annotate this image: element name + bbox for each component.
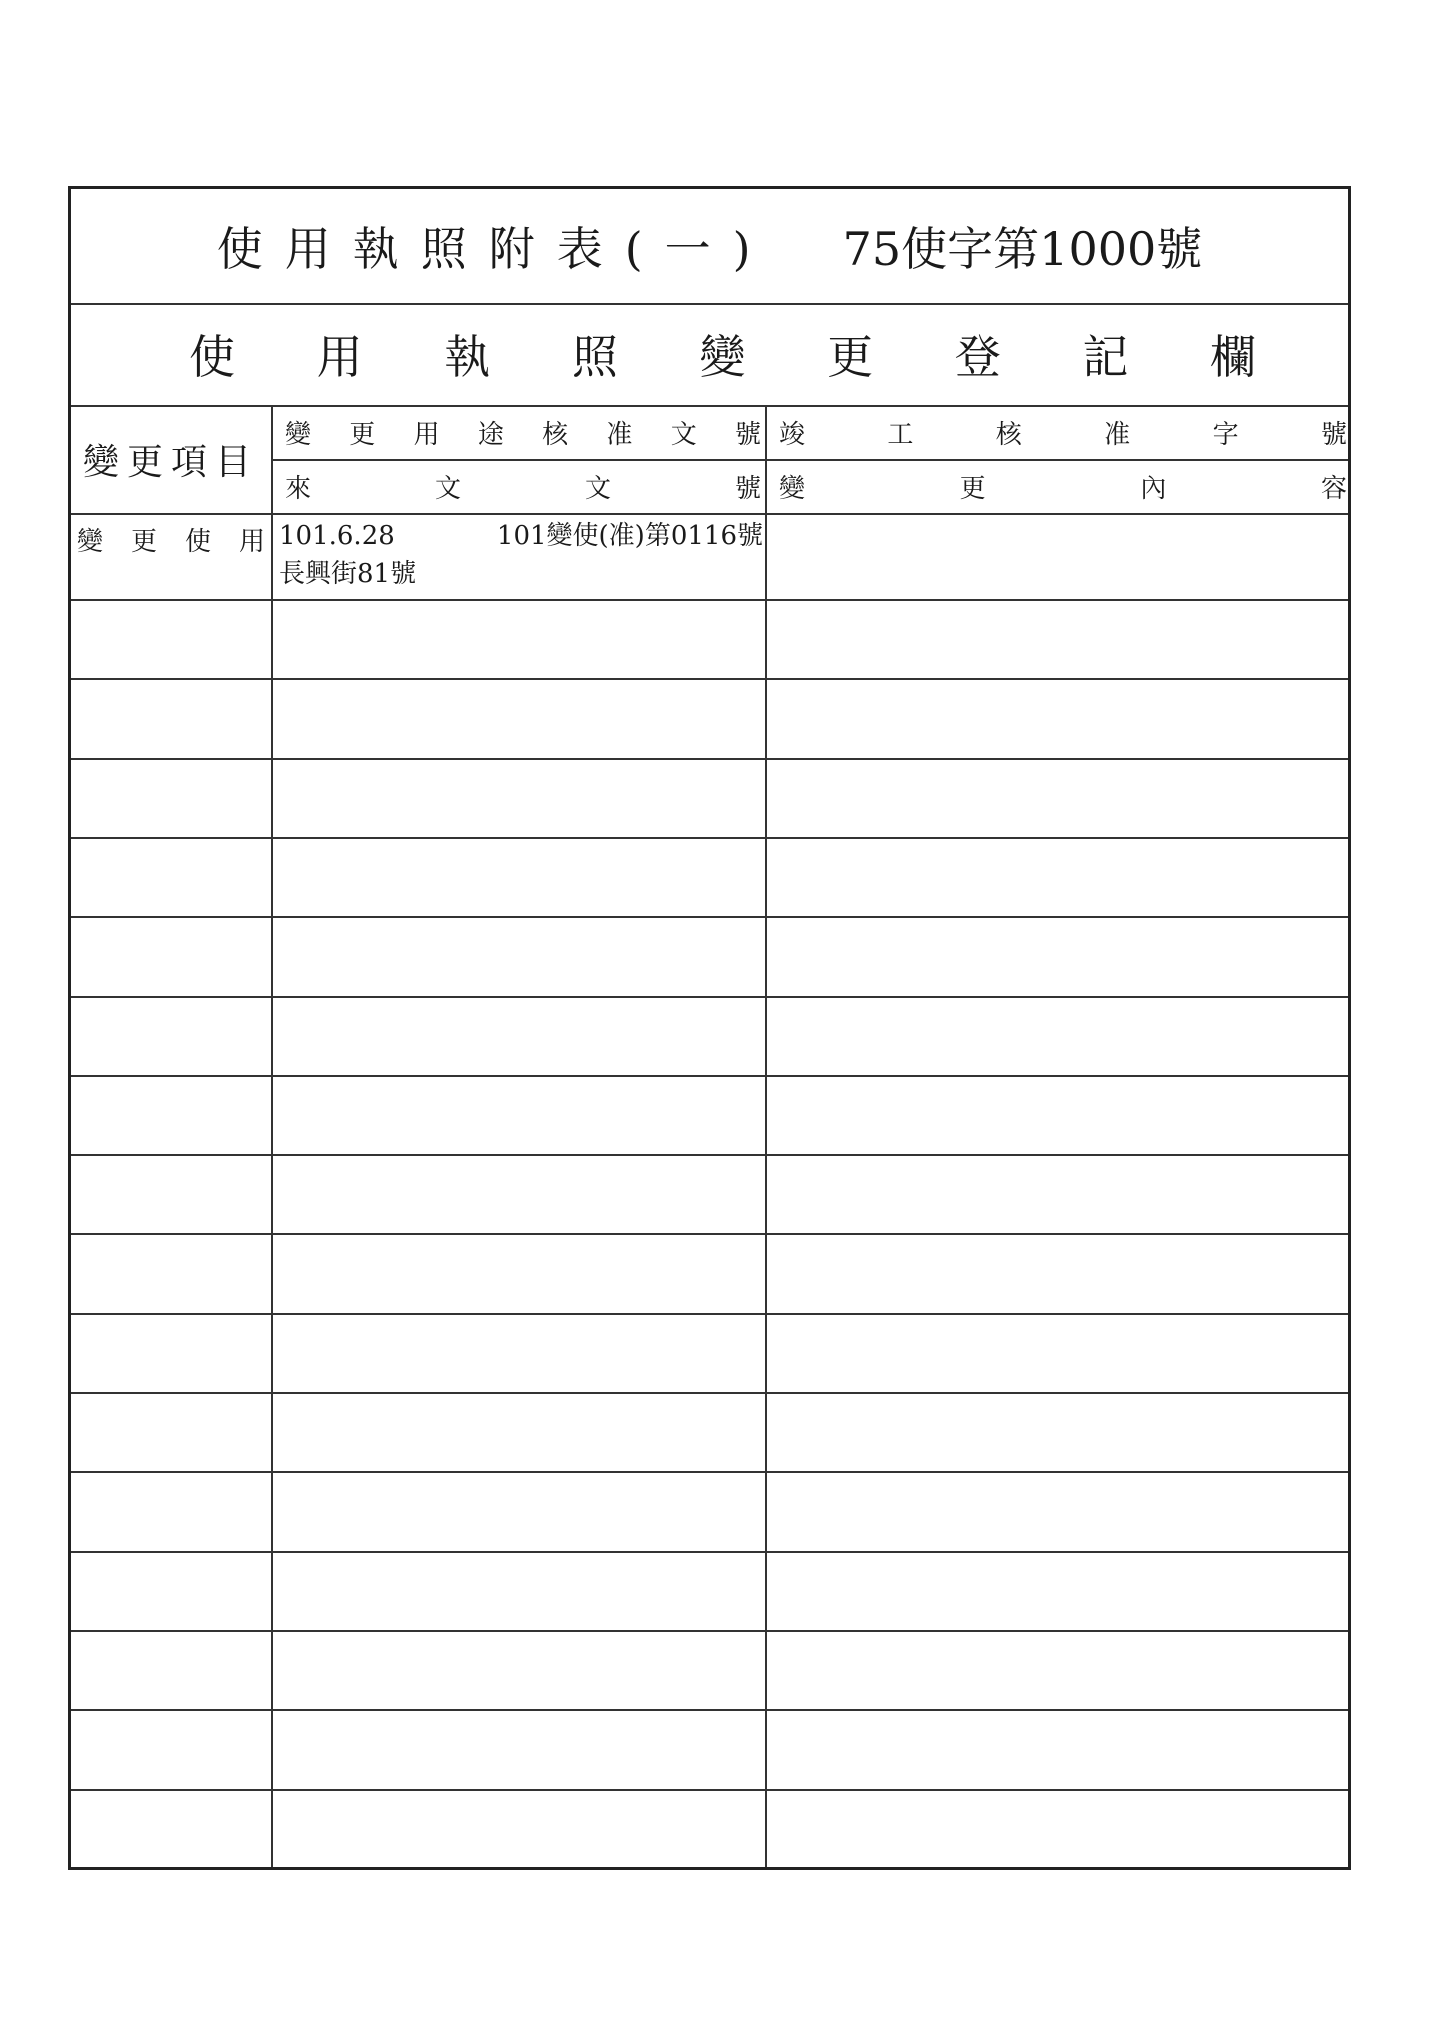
subtitle-char: 登	[954, 330, 1001, 384]
table-row-line	[71, 1233, 1348, 1235]
subtitle-char: 變	[699, 330, 746, 384]
header-char: 容	[1320, 473, 1347, 504]
header-char: 文	[584, 473, 611, 504]
header-char: 變	[779, 473, 806, 504]
entry-date: 101.6.28	[279, 521, 395, 551]
header-char: 途	[477, 419, 504, 450]
header-change-item: 變更項目	[82, 441, 259, 483]
table-row-line	[71, 678, 1348, 680]
table-row-line	[71, 1392, 1348, 1394]
header-char: 變	[285, 419, 312, 450]
header-char: 更	[349, 419, 376, 450]
subtitle-char: 更	[827, 330, 874, 384]
header-char: 文	[434, 473, 461, 504]
title-permit-number: 75使字第1000號	[842, 222, 1203, 276]
table-row-line	[71, 599, 1348, 601]
column-divider	[271, 405, 273, 1867]
header-char: 號	[1320, 419, 1347, 450]
table-row-line	[71, 1630, 1348, 1632]
entry-address: 長興街81號	[279, 559, 417, 589]
table-row-line	[71, 758, 1348, 760]
header-char: 工	[887, 419, 914, 450]
usage-permit-form	[68, 186, 1351, 1870]
table-row-line	[71, 1789, 1348, 1791]
empty-rows-area	[71, 189, 1348, 1867]
header-char: 核	[995, 419, 1022, 450]
entry-char: 變	[77, 527, 104, 557]
subtitle-char: 照	[571, 330, 618, 384]
table-row-line	[71, 1075, 1348, 1077]
entry-char: 更	[130, 527, 157, 557]
header-char: 更	[959, 473, 986, 504]
header-char: 號	[734, 419, 761, 450]
table-row-line	[71, 996, 1348, 998]
entry-char: 使	[184, 527, 211, 557]
subtitle-char: 欄	[1210, 330, 1256, 384]
entry-doc-no: 101變使(准)第0116號	[496, 521, 763, 551]
subtitle-char: 記	[1082, 330, 1129, 384]
table-row-line	[71, 1471, 1348, 1473]
header-char: 准	[1104, 419, 1131, 450]
header-char: 文	[670, 419, 697, 450]
entry-char: 用	[238, 527, 265, 557]
subtitle-char: 用	[316, 330, 363, 384]
table-row-line	[71, 916, 1348, 918]
header-char: 內	[1140, 473, 1167, 504]
column-divider	[765, 405, 767, 1867]
header-char: 號	[734, 473, 761, 504]
header-char: 來	[285, 473, 312, 504]
header-char: 核	[542, 419, 569, 450]
table-row-line	[71, 1709, 1348, 1711]
title-main: 使用執照附表(一)	[216, 222, 773, 276]
subtitle-char: 使	[189, 330, 235, 384]
table-row-line	[71, 837, 1348, 839]
header-char: 用	[413, 419, 440, 450]
subtitle-char: 執	[444, 330, 491, 384]
header-char: 准	[606, 419, 633, 450]
header-char: 竣	[779, 419, 806, 450]
header-char: 字	[1212, 419, 1239, 450]
table-row-line	[71, 1154, 1348, 1156]
table-row-line	[71, 1313, 1348, 1315]
table-row-line	[71, 1551, 1348, 1553]
